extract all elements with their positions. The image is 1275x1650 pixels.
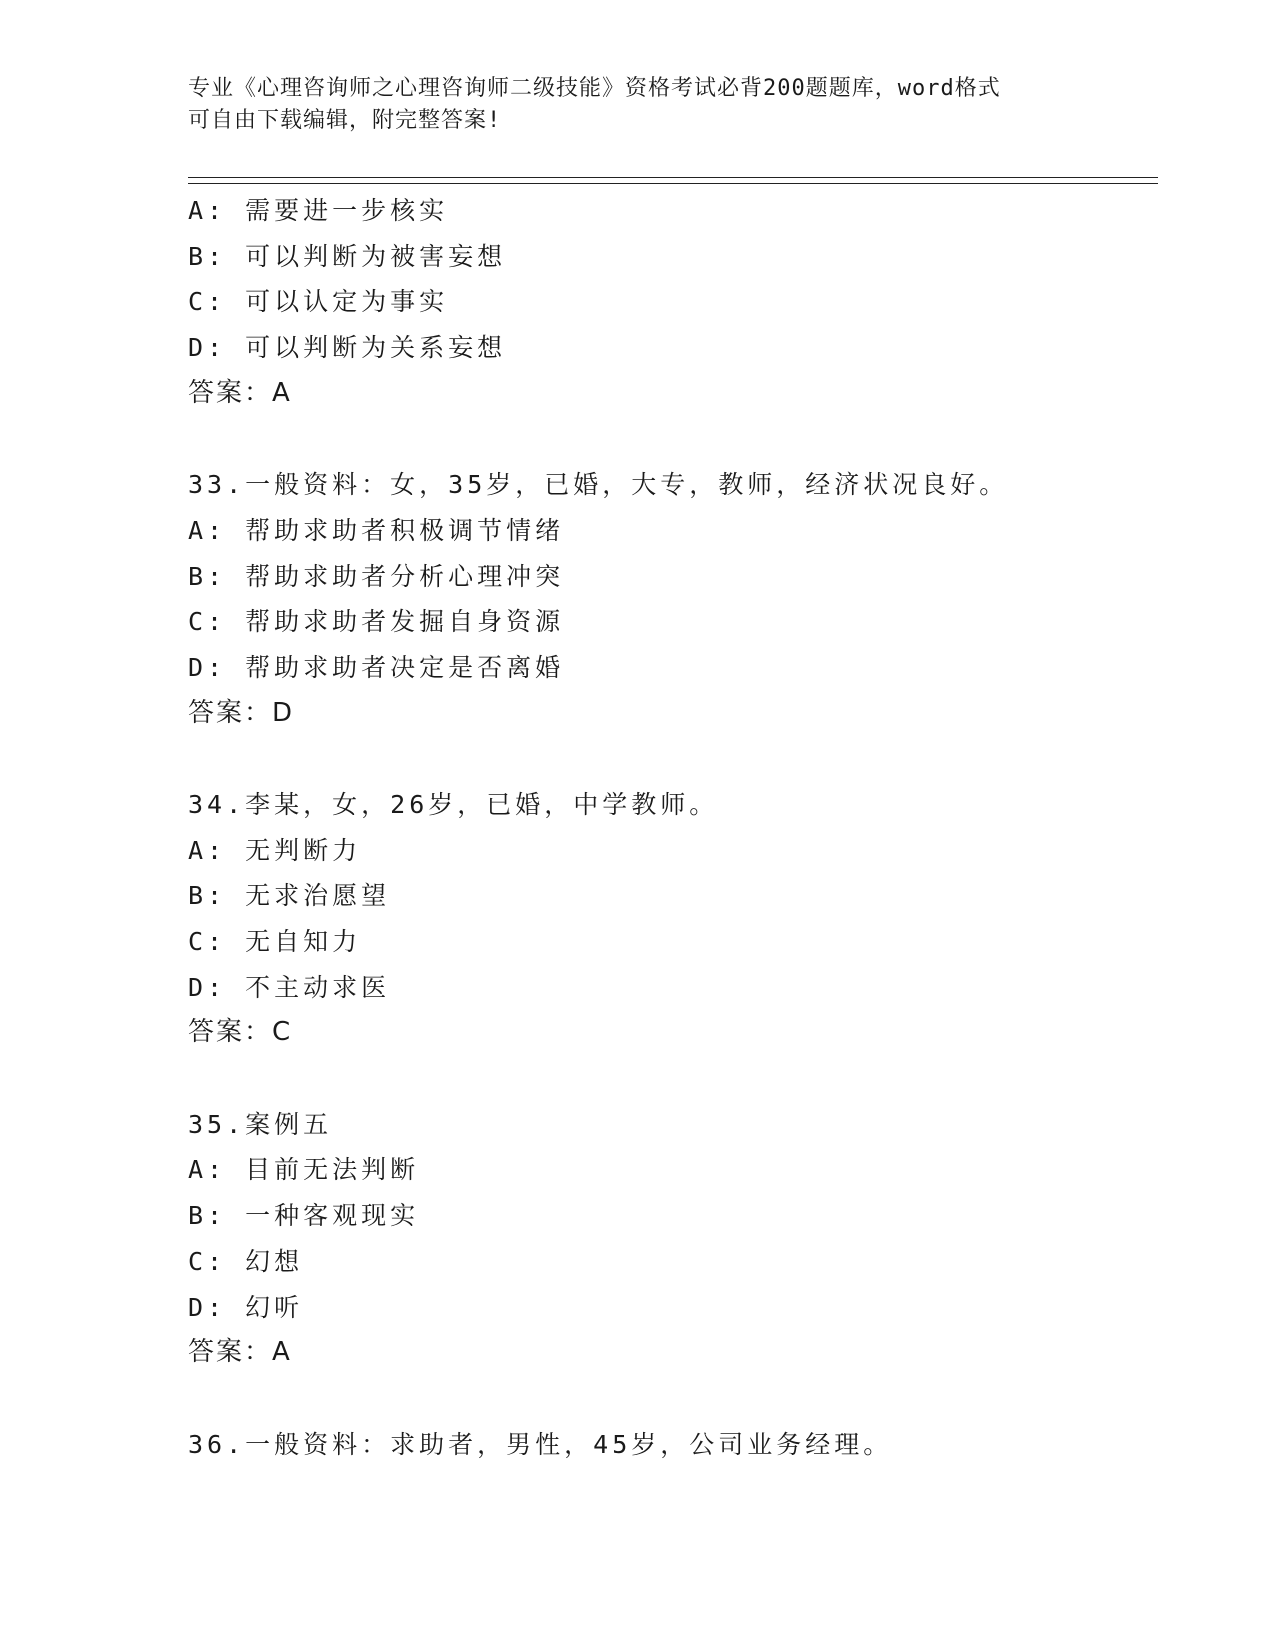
option-b: B: 一种客观现实 (188, 1201, 420, 1231)
option-b: B: 可以判断为被害妄想 (188, 241, 507, 271)
question-text: 36.一般资料：求助者，男性，45岁，公司业务经理。 (188, 1429, 893, 1459)
spacer (188, 1376, 1158, 1422)
option-a: A: 无判断力 (188, 835, 362, 865)
option-a: A: 帮助求助者积极调节情绪 (188, 515, 565, 545)
spacer (188, 1056, 1158, 1102)
answer-line: 答案：D (188, 697, 295, 728)
question-block (188, 1102, 1158, 1376)
header-line-1: 专业《心理咨询师之心理咨询师二级技能》资格考试必背200题题库，word格式 (188, 76, 1001, 101)
question-text: 35.案例五 (188, 1109, 333, 1139)
question-text: 34.李某，女，26岁，已婚，中学教师。 (188, 789, 719, 819)
spacer (188, 416, 1158, 462)
answer-line: 答案：A (188, 1337, 292, 1368)
option-b: B: 帮助求助者分析心理冲突 (188, 561, 565, 591)
option-c: C: 可以认定为事实 (188, 287, 449, 317)
question-block (188, 1422, 1158, 1468)
option-a: A: 目前无法判断 (188, 1155, 420, 1185)
option-d: D: 不主动求医 (188, 972, 391, 1002)
question-block (188, 188, 1158, 416)
option-a: A: 需要进一步核实 (188, 196, 449, 225)
header-divider-bottom (188, 183, 1158, 184)
question-block (188, 462, 1158, 736)
question-text: 33.一般资料：女，35岁，已婚，大专，教师，经济状况良好。 (188, 470, 1009, 500)
option-c: C: 帮助求助者发掘自身资源 (188, 607, 565, 637)
option-c: C: 无自知力 (188, 927, 362, 956)
spacer (188, 736, 1158, 782)
header-line-2: 可自由下载编辑，附完整答案! (188, 108, 502, 133)
option-d: D: 帮助求助者决定是否离婚 (188, 652, 565, 682)
header-divider-top (188, 177, 1158, 178)
option-b: B: 无求治愿望 (188, 881, 391, 911)
document-header (188, 73, 1088, 137)
answer-line: 答案：A (188, 377, 292, 408)
option-d: D: 可以判断为关系妄想 (188, 333, 507, 363)
answer-line: 答案：C (188, 1017, 293, 1048)
question-block (188, 782, 1158, 1056)
question-list (188, 188, 1158, 1467)
option-d: D: 幻听 (188, 1292, 304, 1322)
option-c: C: 幻想 (188, 1246, 304, 1276)
